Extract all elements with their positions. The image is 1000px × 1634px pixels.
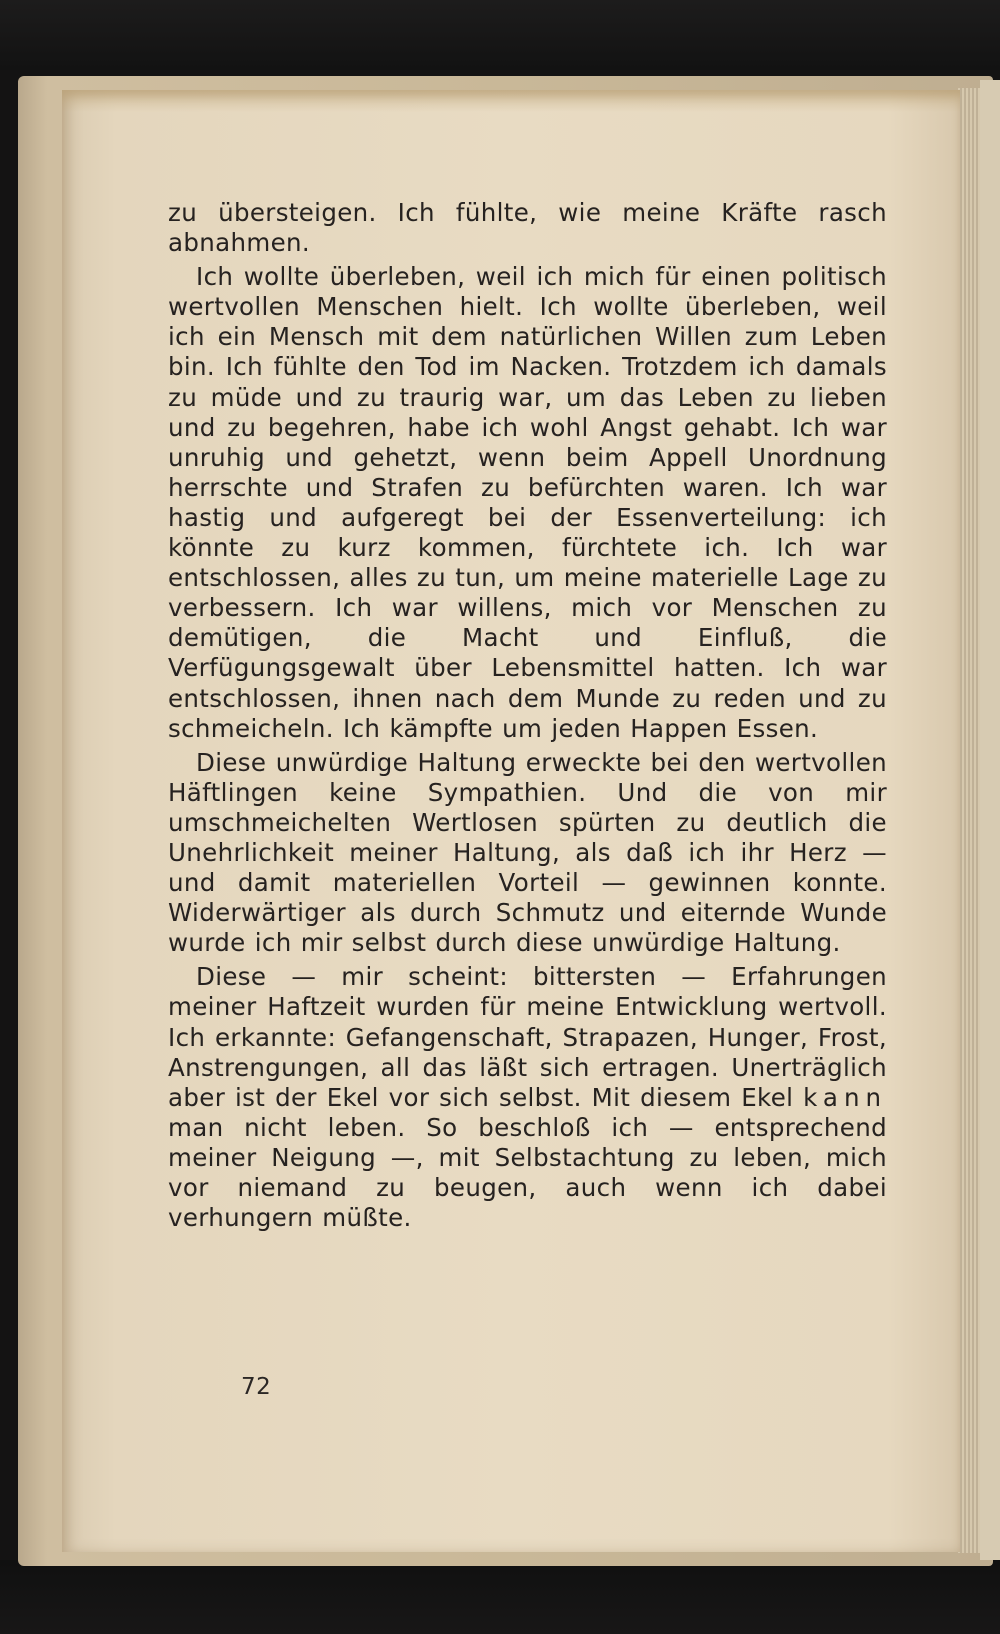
- paragraph-4-emphasis: kann: [803, 1082, 887, 1112]
- page-stack-edge: [958, 88, 980, 1553]
- paragraph-4-start: Diese — mir scheint: bittersten — Erfahrungen meiner Haftzeit wurden für meine Entwicklung wertvoll. Ich erkannte: Gefangenschaft, Strapazen, Hunger, Frost, Anstrengungen, all das läßt sich ertragen. Unerträglich aber ist der Ekel vor sich selbst. Mit diesem Ekel: [168, 962, 887, 1112]
- paragraph-3: Diese unwürdige Haltung erweckte bei den wertvollen Häftlingen keine Sympathien. Und die von mir umschmeichelten Wertlosen spürten zu deutlich die Unehrlichkeit meiner Haltung, als daß ich ihr Herz — und damit materiellen Vorteil — gewinnen konnte. Widerwärtiger als durch Schmutz und eiternde Wunde wurde ich mir selbst durch diese unwürdige Haltung.: [168, 747, 887, 958]
- backdrop-top: [0, 0, 1000, 70]
- page-top-shadow: [62, 90, 960, 112]
- backdrop-bottom: [0, 1560, 1000, 1634]
- paragraph-4-end: man nicht leben. So beschloß ich — entsprechend meiner Neigung —, mit Selbstachtung zu leben, mich vor niemand zu beugen, auch wenn ich dabei verhungern müßte.: [168, 1112, 887, 1233]
- next-page-edge: [980, 80, 1000, 1560]
- paragraph-4: [168, 962, 887, 1233]
- paragraph-1: zu übersteigen. Ich fühlte, wie meine Kräfte rasch abnahmen.: [168, 198, 887, 258]
- page-number: 72: [241, 1374, 272, 1400]
- paragraph-2: Ich wollte überleben, weil ich mich für einen politisch wertvollen Menschen hielt. Ich wollte überleben, weil ich ein Mensch mit dem natürlichen Willen zum Leben bin. Ich fühlte den Tod im Nacken. Trotzdem ich damals zu müde und zu traurig war, um das Leben zu lieben und zu begehren, habe ich wohl Angst gehabt. Ich war unruhig und gehetzt, wenn beim Appell Unordnung herrschte und Strafen zu befürchten waren. Ich war hastig und aufgeregt bei der Essenverteilung: ich könnte zu kurz kommen, fürchtete ich. Ich war entschlossen, alles zu tun, um meine materielle Lage zu verbessern. Ich war willens, mich vor Menschen zu demütigen, die Macht und Einfluß, die Verfügungsgewalt über Lebensmittel hatten. Ich war entschlossen, ihnen nach dem Munde zu reden und zu schmeicheln. Ich kämpfte um jeden Happen Essen.: [168, 262, 887, 743]
- page-text: [168, 198, 887, 1237]
